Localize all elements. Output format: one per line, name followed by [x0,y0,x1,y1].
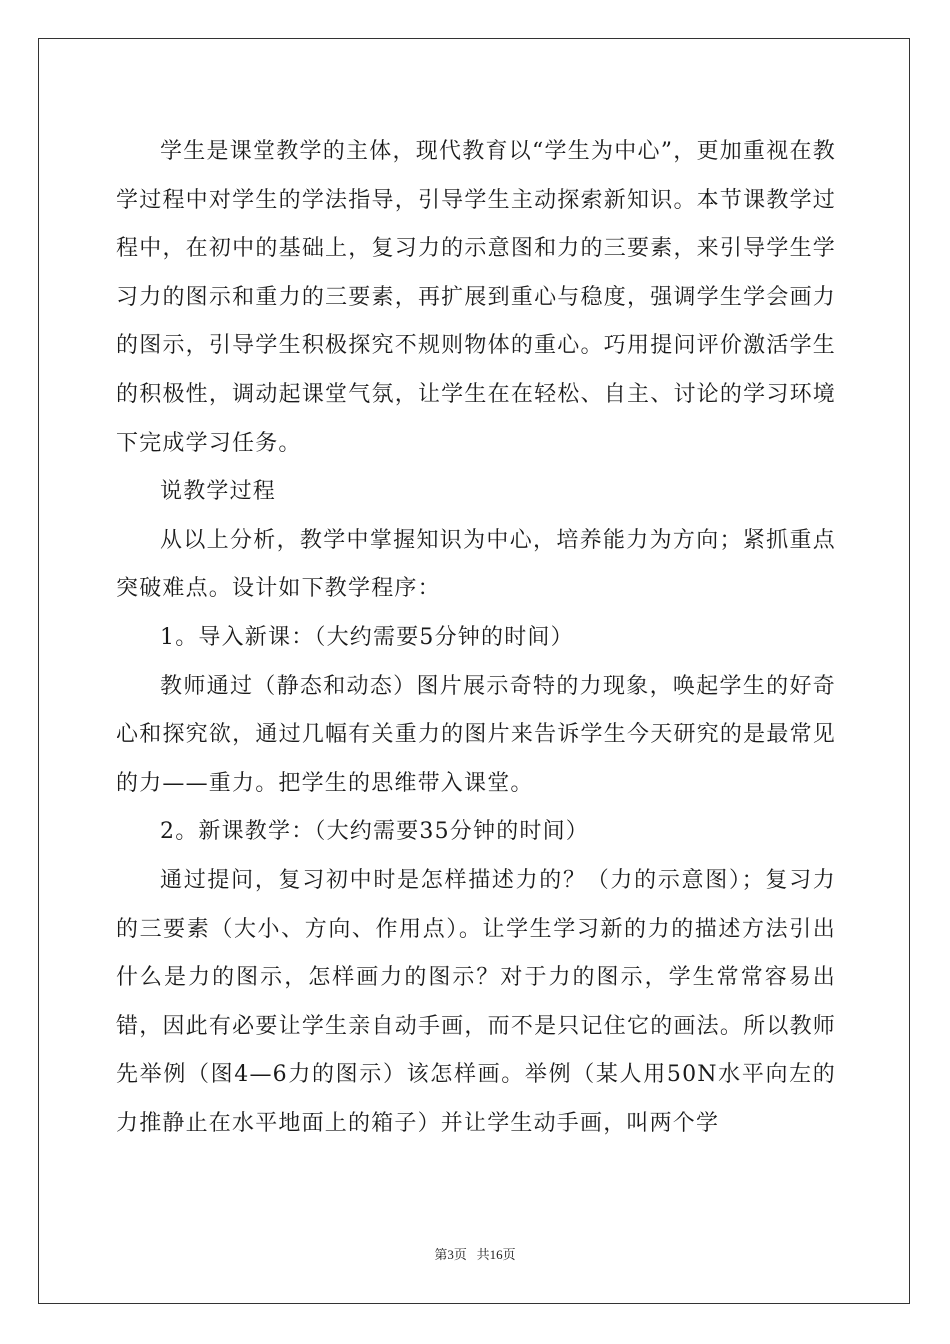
paragraph-step-2: 2。新课教学：（大约需要35分钟的时间） [160,819,589,845]
paragraph-step-2-detail: 通过提问，复习初中时是怎样描述力的？（力的示意图）；复习力的三要素（大小、方向、作用点）。让学生学习新的力的描述方法引出什么是力的图示，怎样画力的图示？对于力的图示，学生常常容易出错，因此有必要让学生亲自动手画，而不是只记住它的画法。所以教师先举例（图4—6力的图示）该怎样画。举例（某人用50N水平向左的力推静止在水平地面上的箱子）并让学生动手画，叫两个学 [116,867,836,1136]
paragraph-teaching-philosophy: 学生是课堂教学的主体，现代教育以“学生为中心”，更加重视在教学过程中对学生的学法指导，引导学生主动探索新知识。本节课教学过程中，在初中的基础上，复习力的示意图和力的三要素，来引导学生学习力的图示和重力的三要素，再扩展到重心与稳度，强调学生学会画力的图示，引导学生积极探究不规则物体的重心。巧用提问评价激活学生的积极性，调动起课堂气氛，让学生在在轻松、自主、讨论的学习环境下完成学习任务。 [116,139,836,456]
paragraph-section-heading: 说教学过程 [160,479,277,505]
paragraph-analysis: 从以上分析，教学中掌握知识为中心，培养能力为方向；紧抓重点突破难点。设计如下教学程序： [116,527,836,602]
paragraph-step-1-detail: 教师通过（静态和动态）图片展示奇特的力现象，唤起学生的好奇心和探究欲，通过几幅有关重力的图片来告诉学生今天研究的是最常见的力——重力。把学生的思维带入课堂。 [116,673,836,796]
document-body [116,128,836,1148]
page-number: 第3页 共16页 [434,1247,516,1262]
paragraph-step-1: 1。导入新课：（大约需要5分钟的时间） [160,624,574,650]
